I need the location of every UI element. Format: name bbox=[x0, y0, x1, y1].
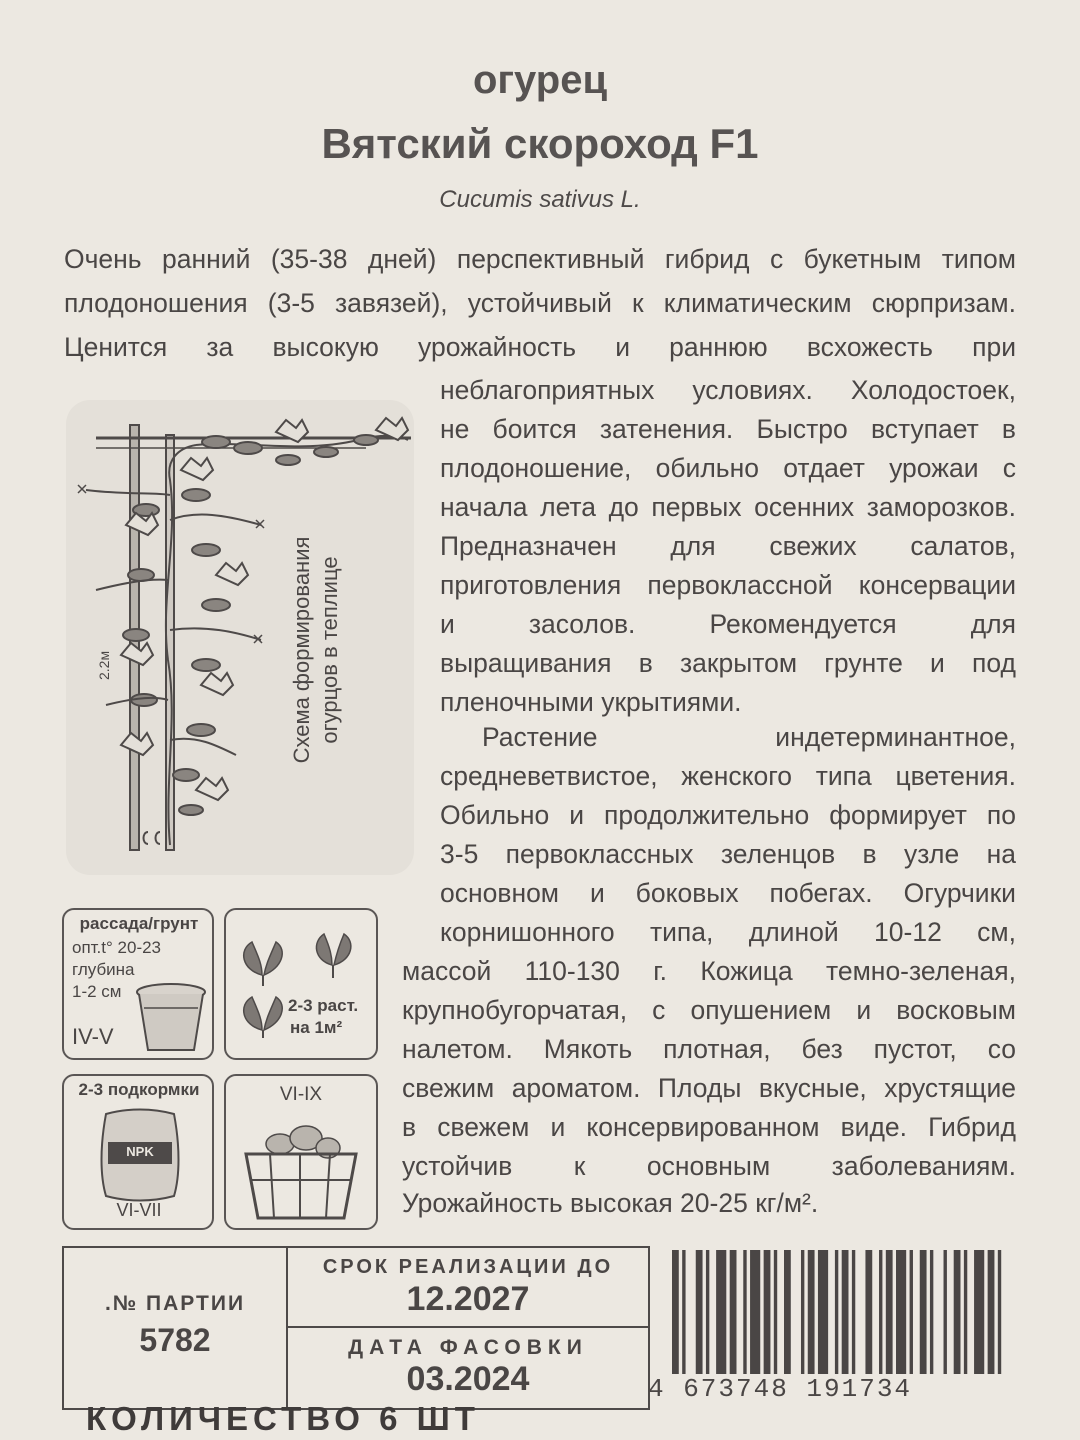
text-line: выращивания в закрытом грунте и под bbox=[440, 648, 1016, 678]
barcode bbox=[672, 1250, 1008, 1374]
pack-date: 03.2024 bbox=[406, 1360, 530, 1398]
batch-number: 5782 bbox=[139, 1322, 211, 1358]
density-info-box bbox=[224, 908, 378, 1060]
text-line: Урожайность высокая 20-25 кг/м². bbox=[402, 1188, 819, 1218]
text-line: пленочными укрытиями. bbox=[440, 687, 742, 717]
batch-info-table bbox=[62, 1246, 650, 1410]
pack-date-label: ДАТА ФАСОВКИ bbox=[348, 1336, 588, 1359]
text-line: Обильно и продолжительно формирует по bbox=[440, 800, 1016, 830]
text-line: Предназначен для свежих салатов, bbox=[440, 531, 1016, 561]
text-line: корнишонного типа, длиной 10-12 см, bbox=[440, 917, 1016, 947]
height-label: 2.2м bbox=[96, 650, 112, 680]
text-line: устойчив к основным заболеваниям. bbox=[402, 1151, 1016, 1181]
density-value: 2-3 раст. bbox=[288, 996, 359, 1015]
latin-name: Cucumis sativus L. bbox=[439, 186, 641, 213]
text-line: Ценится за высокую урожайность и раннюю всхожесть при bbox=[64, 332, 1016, 362]
trellis-scheme-illustration bbox=[66, 400, 416, 875]
scheme-caption-line2: огурцов в теплице bbox=[317, 556, 342, 744]
seed-quantity: КОЛИЧЕСТВО 6 ШТ bbox=[86, 1400, 480, 1437]
density-unit: на 1м² bbox=[290, 1018, 343, 1037]
sowing-title: рассада/грунт bbox=[79, 914, 199, 933]
text-line: 3-5 первоклассных зеленцов в узле на bbox=[440, 839, 1016, 869]
expiry-label: СРОК РЕАЛИЗАЦИИ ДО bbox=[322, 1256, 614, 1278]
scheme-caption bbox=[288, 520, 344, 780]
text-line: Растение индетерминантное, bbox=[482, 722, 1016, 752]
text-line: неблагоприятных условиях. Холодостоек, bbox=[440, 375, 1016, 405]
text-line: плодоношение, обильно отдает урожаи с bbox=[440, 453, 1016, 483]
text-line: начала лета до первых осенних заморозков. bbox=[440, 492, 1016, 522]
batch-label: .№ ПАРТИИ bbox=[104, 1292, 246, 1315]
scheme-caption-line1: Схема формирования bbox=[289, 536, 314, 764]
harvest-info-box bbox=[224, 1074, 378, 1230]
feeding-title: 2-3 подкормки bbox=[78, 1080, 200, 1099]
text-line: массой 110-130 г. Кожица темно-зеленая, bbox=[402, 956, 1016, 986]
flower-pot-icon bbox=[134, 978, 208, 1054]
text-line: приготовления первоклассной консервации bbox=[440, 570, 1016, 600]
feeding-info-box bbox=[62, 1074, 214, 1230]
text-line: крупнобугорчатая, с опушением и восковым bbox=[402, 995, 1016, 1025]
sowing-months: IV-V bbox=[72, 1024, 114, 1049]
variety-name: Вятский скороход F1 bbox=[321, 120, 759, 167]
sowing-temp: опт.t° 20-23 bbox=[72, 938, 162, 957]
expiry-date: 12.2027 bbox=[406, 1280, 530, 1318]
text-line: не боится затенения. Быстро вступает в bbox=[440, 414, 1016, 444]
text-line: свежим ароматом. Плоды вкусные, хрустящие bbox=[402, 1073, 1016, 1103]
harvest-basket-icon bbox=[240, 1114, 362, 1224]
text-line: Очень ранний (35-38 дней) перспективный гибрид с букетным типом bbox=[64, 244, 1016, 274]
harvest-months: VI-IX bbox=[279, 1084, 323, 1105]
text-line: основном и боковых побегах. Огурчики bbox=[440, 878, 1016, 908]
product-type: огурец bbox=[472, 58, 608, 102]
text-line: в свежем и консервированном виде. Гибрид bbox=[402, 1112, 1016, 1142]
sowing-depth-value: 1-2 см bbox=[72, 982, 122, 1001]
text-line: налетом. Мякоть плотная, без пустот, со bbox=[402, 1034, 1016, 1064]
text-line: плодоношения (3-5 завязей), устойчивый к климатическим сюрпризам. bbox=[64, 288, 1016, 318]
barcode-digits: 4 673748 191734 bbox=[648, 1374, 913, 1404]
sowing-info-box bbox=[62, 908, 214, 1060]
text-line: средневетвистое, женского типа цветения. bbox=[440, 761, 1016, 791]
feeding-months: VI-VII bbox=[116, 1200, 162, 1220]
sowing-depth-label: глубина bbox=[72, 960, 135, 979]
npk-label: NPK bbox=[126, 1144, 154, 1159]
text-line: и засолов. Рекомендуется для bbox=[440, 609, 1016, 639]
